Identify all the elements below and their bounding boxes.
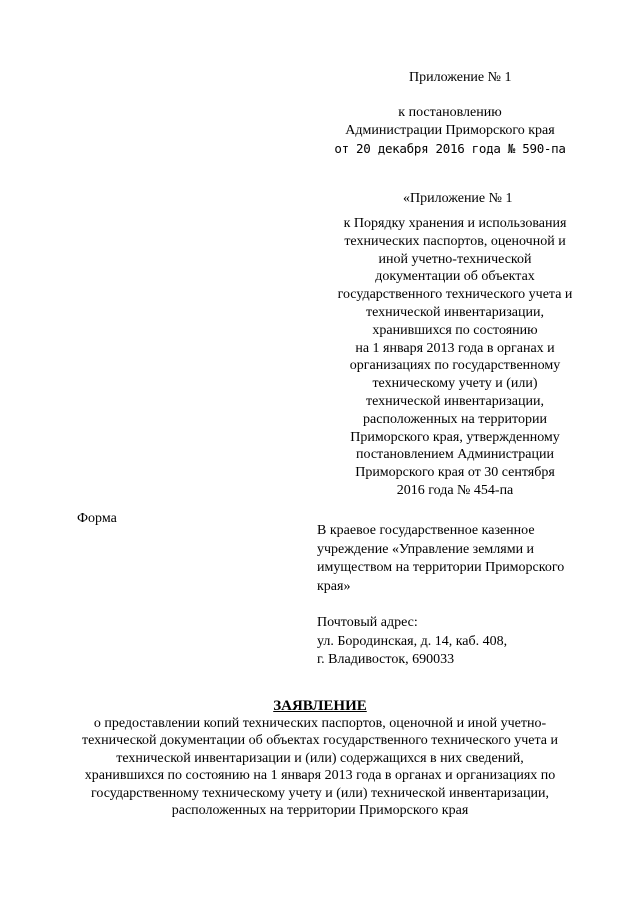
inner-appendix-line: государственного технического учета и — [337, 287, 573, 303]
inner-appendix-title: «Приложение № 1 — [403, 191, 513, 206]
inner-appendix-line: к Порядку хранения и использования — [343, 216, 567, 231]
statement-line: расположенных на территории Приморского края — [171, 803, 469, 819]
inner-appendix-line: Приморского края от 30 сентября — [355, 465, 555, 481]
appendix-reference — [320, 104, 580, 157]
postal-address-label: Почтовый адрес: — [317, 615, 418, 630]
inner-appendix-line: расположенных на территории — [363, 411, 547, 427]
inner-appendix-line: Приморского края, утвержденному — [350, 429, 560, 445]
recipient-block — [317, 522, 564, 596]
inner-appendix-text — [310, 215, 600, 500]
appendix-ref-line: Администрации Приморского края — [345, 122, 555, 138]
inner-appendix-line: иной учетно-технической — [378, 251, 532, 267]
statement-line: хранившихся по состоянию на 1 января 2013 года в органах и организациях по — [84, 768, 556, 784]
recipient-line: учреждение «Управление землями и — [317, 541, 535, 557]
recipient-line: В краевое государственное казенное — [317, 523, 535, 538]
postal-address-block — [317, 614, 507, 670]
recipient-line: имуществом на территории Приморского — [317, 560, 565, 575]
inner-appendix-line: постановлением Администрации — [356, 447, 554, 463]
inner-appendix-line: хранившихся по состоянию — [372, 322, 538, 338]
statement-title: ЗАЯВЛЕНИЕ — [273, 698, 367, 714]
postal-address-line: ул. Бородинская, д. 14, каб. 408, — [317, 633, 508, 649]
appendix-date-stamp: от 20 декабря 2016 года № 590-па — [334, 140, 566, 156]
appendix-ref-line: к постановлению — [398, 105, 502, 120]
statement-line: государственному техническому учету и (или) технической инвентаризации, — [91, 785, 549, 801]
appendix-title: Приложение № 1 — [409, 70, 512, 85]
form-label: Форма — [77, 511, 117, 526]
inner-appendix-line: документации об объектах — [375, 269, 535, 285]
statement-line: технической инвентаризации и (или) содержащихся в них сведений, — [116, 750, 524, 766]
inner-appendix-line: на 1 января 2013 года в органах и — [355, 340, 555, 356]
inner-appendix-line: технических паспортов, оценочной и — [344, 233, 566, 249]
inner-appendix-line: технической инвентаризации, — [366, 304, 544, 320]
statement-line: о предоставлении копий технических паспортов, оценочной и иной учетно- — [93, 716, 547, 731]
inner-appendix-line: организациях по государственному — [349, 358, 561, 374]
statement-subtitle — [40, 715, 600, 819]
postal-address-line: г. Владивосток, 690033 — [317, 652, 455, 667]
inner-appendix-line: технической инвентаризации, — [366, 393, 544, 409]
inner-appendix-line: техническому учету и (или) — [372, 376, 538, 392]
inner-appendix-line: 2016 года № 454-па — [396, 482, 514, 498]
recipient-line: края» — [317, 578, 351, 594]
statement-line: технической документации об объектах государственного технического учета и — [82, 733, 558, 749]
